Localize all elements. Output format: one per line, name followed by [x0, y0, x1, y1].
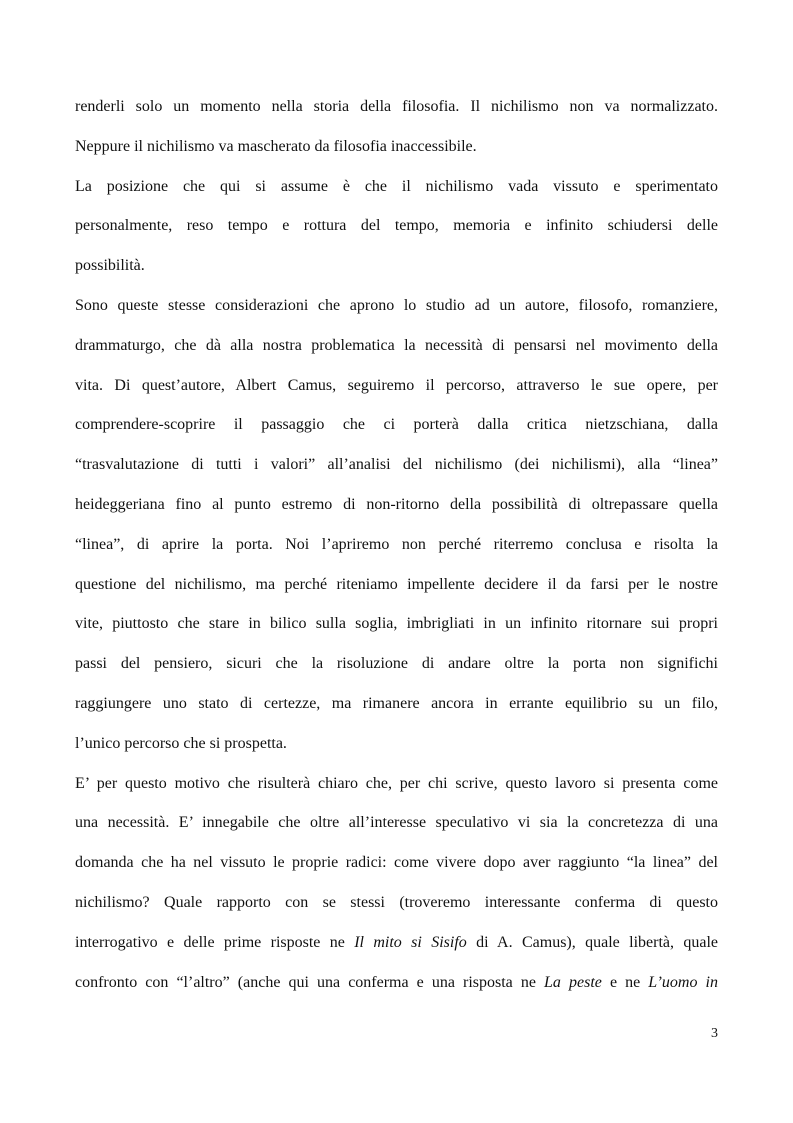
text-line: [75, 933, 718, 953]
text-line: [75, 973, 718, 993]
italic-title: Il mito si Sisifo: [354, 933, 467, 951]
text-segment: interrogativo e delle prime risposte ne: [75, 933, 355, 951]
text-line: Sono queste stesse considerazioni che aprono lo studio ad un autore, filosofo, romanziere,: [75, 297, 718, 314]
italic-title: La peste: [544, 973, 602, 991]
text-line: una necessità. E’ innegabile che oltre all’interesse speculativo vi sia la concretezza di una: [75, 814, 718, 832]
text-line: questione del nichilismo, ma perché riteniamo impellente decidere il da farsi per le nostre: [75, 575, 718, 593]
text-line: “trasvalutazione di tutti i valori” all’analisi del nichilismo (dei nichilismi), alla “linea”: [75, 456, 718, 474]
text-line: raggiungere uno stato di certezze, ma rimanere ancora in errante equilibrio su un filo,: [75, 695, 718, 712]
text-line: domanda che ha nel vissuto le proprie radici: come vivere dopo aver raggiunto “la linea” del: [75, 854, 718, 872]
text-line: drammaturgo, che dà alla nostra problematica la necessità di pensarsi nel movimento della: [75, 336, 718, 354]
text-line: Neppure il nichilismo va mascherato da filosofia inaccessibile.: [75, 137, 477, 155]
page-number: 3: [711, 1026, 718, 1041]
text-line: personalmente, reso tempo e rottura del tempo, memoria e infinito schiudersi delle: [75, 217, 718, 235]
text-line: possibilità.: [75, 257, 145, 275]
text-segment: e ne: [601, 973, 649, 991]
text-line: vite, piuttosto che stare in bilico sulla soglia, imbrigliati in un infinito ritornare sui propri: [75, 615, 718, 633]
text-line: nichilismo? Quale rapporto con se stessi (troveremo interessante conferma di questo: [75, 894, 718, 911]
italic-title: L’uomo in: [648, 973, 718, 991]
text-line: La posizione che qui si assume è che il nichilismo vada vissuto e sperimentato: [75, 177, 718, 195]
text-line: “linea”, di aprire la porta. Noi l’apriremo non perché riterremo conclusa e risolta la: [75, 535, 718, 553]
text-line: vita. Di quest’autore, Albert Camus, seguiremo il percorso, attraverso le sue opere, per: [75, 376, 718, 394]
text-line: E’ per questo motivo che risulterà chiaro che, per chi scrive, questo lavoro si presenta come: [75, 774, 718, 792]
text-line: heideggeriana fino al punto estremo di non-ritorno della possibilità di oltrepassare quella: [75, 496, 718, 513]
text-segment: confronto con “l’altro” (anche qui una conferma e una risposta ne: [75, 973, 545, 991]
text-line: l’unico percorso che si prospetta.: [75, 734, 287, 752]
text-line: renderli solo un momento nella storia della filosofia. Il nichilismo non va normalizzato.: [75, 98, 718, 115]
text-line: comprendere-scoprire il passaggio che ci porterà dalla critica nietzschiana, dalla: [75, 416, 718, 434]
text-segment: di A. Camus), quale libertà, quale: [466, 933, 719, 951]
text-line: passi del pensiero, sicuri che la risoluzione di andare oltre la porta non significhi: [75, 655, 718, 673]
